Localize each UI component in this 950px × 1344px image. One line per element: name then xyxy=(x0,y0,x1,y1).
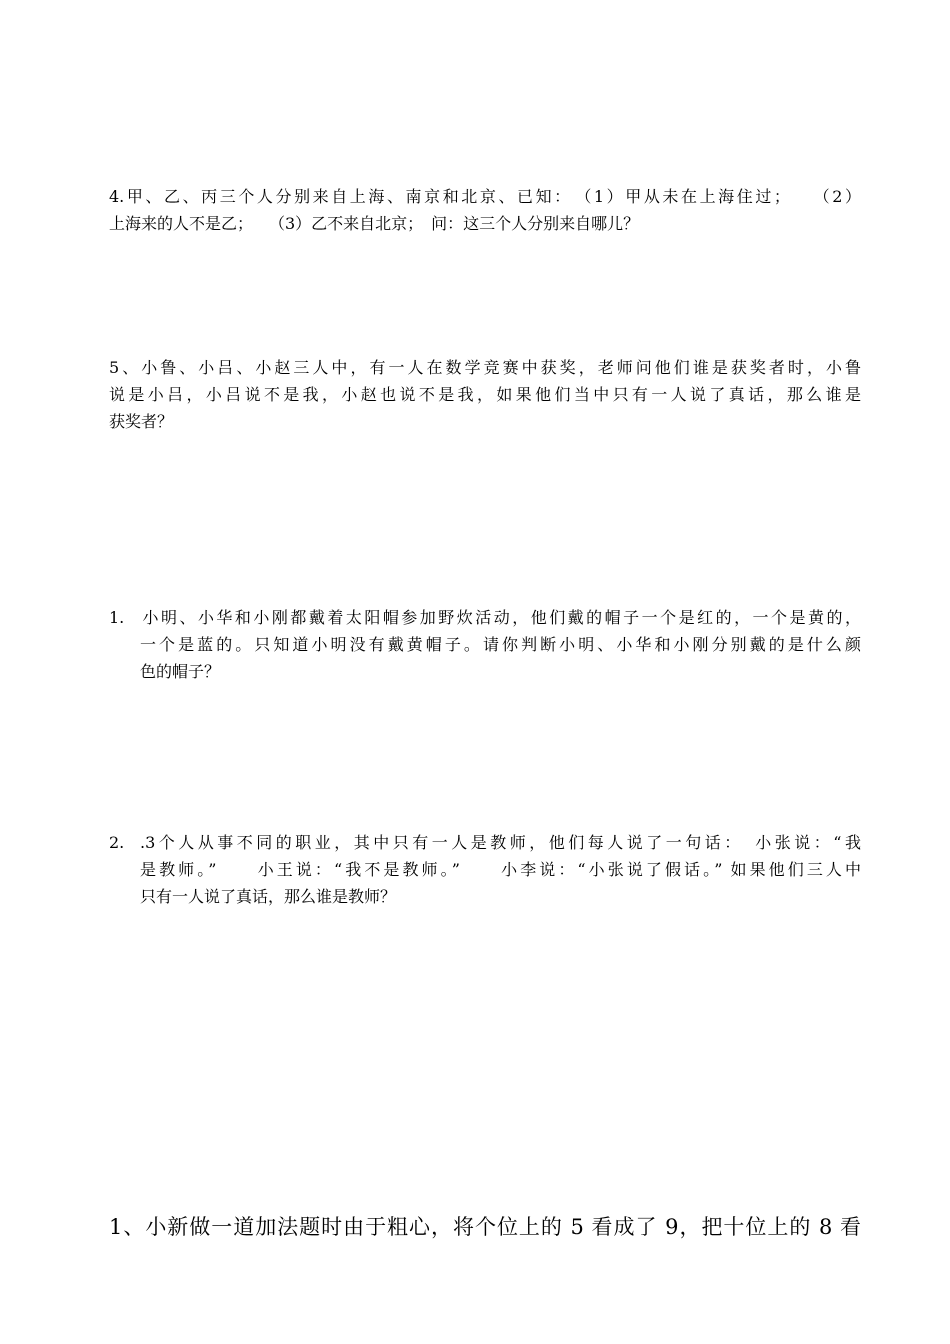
problem-hats-number: 1. xyxy=(109,608,125,627)
problem-hats xyxy=(109,604,861,685)
problem-hats-line-3: 色的帽子？ xyxy=(140,662,221,681)
problem-teacher-number: 2. xyxy=(109,833,125,852)
problem-4-line-2: 上海来的人不是乙； （3）乙不来自北京； 问：这三个人分别来自哪儿？ xyxy=(109,214,640,233)
problem-addition-line-1: 1、小新做一道加法题时由于粗心，将个位上的 5 看成了 9，把十位上的 8 看 xyxy=(109,1215,861,1239)
problem-4 xyxy=(109,183,861,237)
problem-teacher-line-2: 是教师。” 小王说：“我不是教师。” 小李说：“小张说了假话。” 如果他们三人中 xyxy=(140,860,861,879)
problem-addition xyxy=(109,1212,861,1242)
problem-teacher xyxy=(109,829,861,910)
problem-hats-line-2: 一个是蓝的。只知道小明没有戴黄帽子。请你判断小明、小华和小刚分别戴的是什么颜 xyxy=(140,635,861,654)
problem-4-line-1: 4.甲、乙、丙三个人分别来自上海、南京和北京、已知： （1）甲从未在上海住过； （2） xyxy=(109,187,861,206)
problem-hats-line-1-text: 小明、小华和小刚都戴着太阳帽参加野炊活动，他们戴的帽子一个是红的，一个是黄的， xyxy=(140,608,861,627)
problem-hats-line-1 xyxy=(109,604,861,631)
problem-teacher-line-1-text: .3个人从事不同的职业，其中只有一人是教师，他们每人说了一句话： 小张说：“我 xyxy=(140,833,861,852)
problem-5-line-2: 说是小吕，小吕说不是我，小赵也说不是我，如果他们当中只有一人说了真话，那么谁是 xyxy=(109,385,861,404)
problem-teacher-line-1 xyxy=(109,829,861,856)
problem-5 xyxy=(109,354,861,435)
problem-5-line-3: 获奖者？ xyxy=(109,412,174,431)
problem-teacher-line-3: 只有一人说了真话，那么谁是教师？ xyxy=(140,887,397,906)
problem-5-line-1: 5、小鲁、小吕、小赵三人中，有一人在数学竞赛中获奖，老师问他们谁是获奖者时，小鲁 xyxy=(109,358,861,377)
